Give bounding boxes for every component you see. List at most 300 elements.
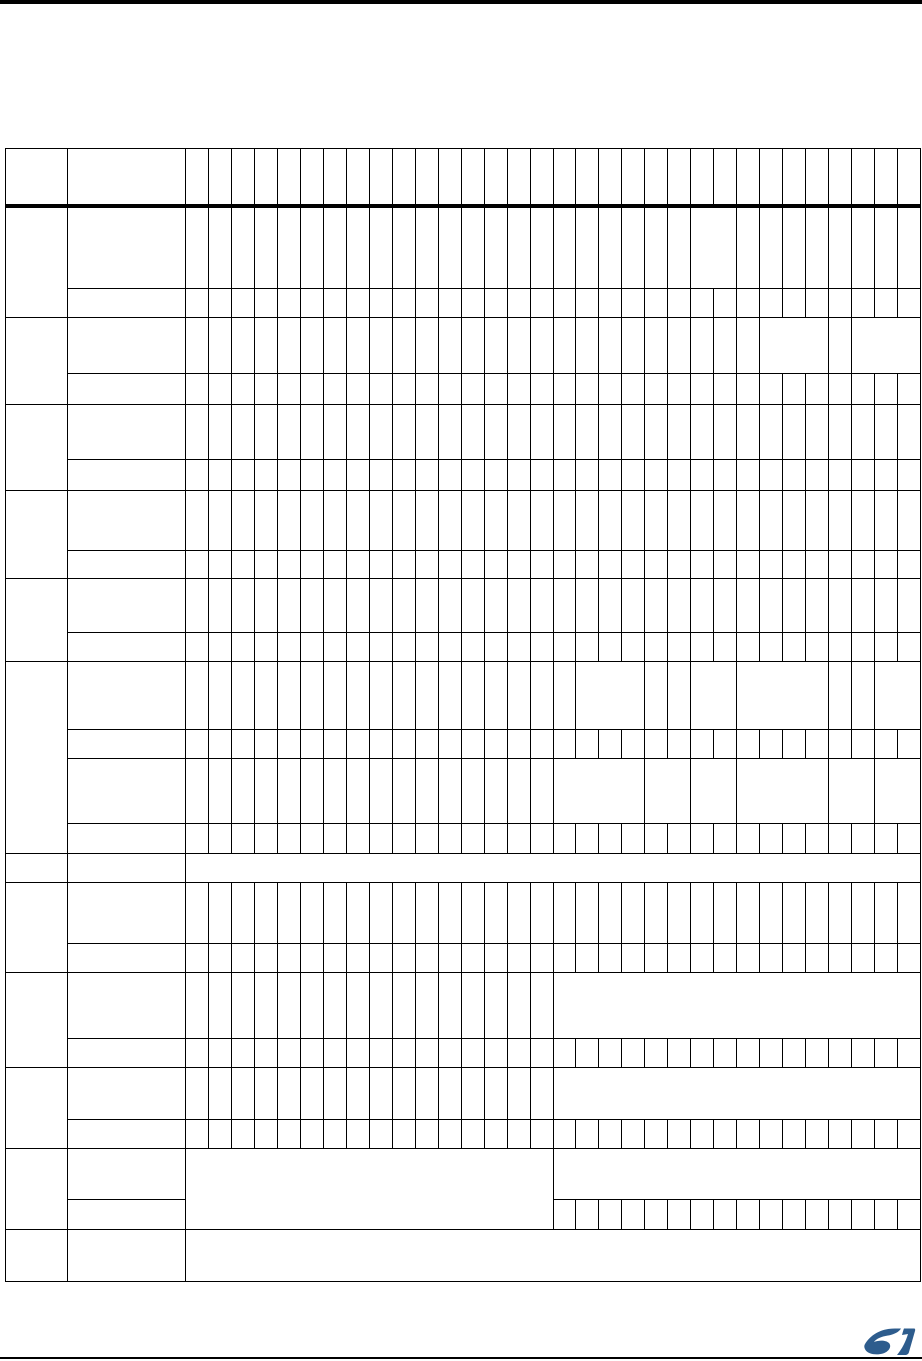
- data-cell: [277, 289, 300, 318]
- data-cell: [254, 318, 277, 374]
- data-cell: [691, 944, 714, 973]
- data-cell: [691, 1039, 714, 1068]
- data-cell: [369, 1068, 392, 1120]
- data-cell: [668, 1039, 691, 1068]
- data-cell: [415, 374, 438, 405]
- data-cell: [852, 491, 875, 551]
- data-cell: [622, 491, 645, 551]
- data-cell: [208, 633, 231, 662]
- data-cell: [254, 633, 277, 662]
- data-cell: [369, 824, 392, 854]
- data-cell: [714, 1120, 737, 1149]
- data-cell: [852, 1120, 875, 1149]
- data-cell: [599, 824, 622, 854]
- data-cell: [392, 491, 415, 551]
- data-cell: [484, 883, 507, 944]
- data-cell: [668, 318, 691, 374]
- data-cell: [208, 289, 231, 318]
- data-cell: [484, 1039, 507, 1068]
- data-cell: [645, 944, 668, 973]
- data-cell: [668, 883, 691, 944]
- data-cell: [898, 883, 921, 944]
- data-cell: [208, 1120, 231, 1149]
- data-cell: [277, 730, 300, 759]
- data-cell: [323, 883, 346, 944]
- data-cell: [507, 149, 530, 206]
- data-cell: [461, 374, 484, 405]
- data-cell: [668, 1120, 691, 1149]
- row-divider-row: [6, 854, 921, 883]
- data-cell: [507, 374, 530, 405]
- data-cell: [415, 405, 438, 460]
- data-cell: [277, 579, 300, 633]
- data-cell: [668, 374, 691, 405]
- data-cell: [760, 883, 783, 944]
- data-cell: [875, 1120, 898, 1149]
- data-cell: [277, 318, 300, 374]
- data-cell: [875, 633, 898, 662]
- data-cell: [599, 1200, 622, 1230]
- data-cell: [829, 206, 852, 289]
- data-cell: [691, 318, 714, 374]
- data-cell: [186, 1068, 209, 1120]
- data-cell: [392, 662, 415, 730]
- data-cell: [507, 633, 530, 662]
- data-cell: [645, 289, 668, 318]
- data-cell: [461, 551, 484, 579]
- data-cell: [691, 149, 714, 206]
- data-cell: [599, 633, 622, 662]
- data-cell: [599, 1039, 622, 1068]
- data-cell: [783, 579, 806, 633]
- data-cell: [668, 289, 691, 318]
- data-cell: [392, 149, 415, 206]
- data-cell: [461, 973, 484, 1039]
- row-group6-main-b: [6, 759, 921, 824]
- data-cell: [645, 1120, 668, 1149]
- data-cell: [484, 374, 507, 405]
- data-cell: [553, 579, 576, 633]
- data-cell: [852, 579, 875, 633]
- group-label-cell: [6, 883, 68, 973]
- data-cell: [392, 730, 415, 759]
- data-cell: [852, 730, 875, 759]
- sub-label-cell: [68, 1068, 186, 1120]
- data-cell: [438, 883, 461, 944]
- data-cell: [323, 491, 346, 551]
- data-cell: [898, 551, 921, 579]
- data-cell: [438, 824, 461, 854]
- data-cell: [231, 1039, 254, 1068]
- data-cell: [622, 1120, 645, 1149]
- data-cell: [231, 289, 254, 318]
- data-cell: [530, 206, 553, 289]
- data-cell: [622, 633, 645, 662]
- data-cell: [415, 551, 438, 579]
- data-cell: [668, 1200, 691, 1230]
- data-cell: [530, 1120, 553, 1149]
- data-cell: [254, 883, 277, 944]
- data-cell: [461, 1120, 484, 1149]
- row-group6-sub-b: [6, 824, 921, 854]
- data-cell: [875, 579, 898, 633]
- row-group5-sub: [6, 633, 921, 662]
- data-cell: [392, 405, 415, 460]
- data-cell: [484, 944, 507, 973]
- data-cell: [254, 730, 277, 759]
- data-cell: [691, 883, 714, 944]
- data-cell: [438, 1039, 461, 1068]
- data-cell: [829, 944, 852, 973]
- row-group5-main: [6, 579, 921, 633]
- data-cell: [829, 883, 852, 944]
- data-cell: [415, 824, 438, 854]
- data-cell: [323, 1120, 346, 1149]
- data-cell: [668, 491, 691, 551]
- data-cell: [852, 944, 875, 973]
- data-cell: [714, 374, 737, 405]
- data-cell: [438, 662, 461, 730]
- data-cell: [392, 551, 415, 579]
- data-cell: [760, 633, 783, 662]
- data-cell: [576, 206, 599, 289]
- data-cell: [898, 730, 921, 759]
- data-cell: [484, 460, 507, 491]
- data-cell: [323, 759, 346, 824]
- data-cell: [277, 662, 300, 730]
- data-cell: [783, 405, 806, 460]
- data-cell: [852, 405, 875, 460]
- row-footer-row: [6, 1230, 921, 1282]
- sub-label-cell: [68, 318, 186, 374]
- data-cell: [530, 1039, 553, 1068]
- sub-label-cell: [68, 289, 186, 318]
- data-cell: [760, 491, 783, 551]
- data-cell: [392, 759, 415, 824]
- data-cell: [530, 824, 553, 854]
- data-cell: [484, 1120, 507, 1149]
- data-cell: [599, 149, 622, 206]
- data-cell: [599, 405, 622, 460]
- data-cell: [553, 883, 576, 944]
- data-cell: [254, 551, 277, 579]
- data-cell: [691, 1200, 714, 1230]
- data-cell: [461, 318, 484, 374]
- data-cell: [369, 759, 392, 824]
- data-cell: [576, 579, 599, 633]
- data-cell: [346, 1068, 369, 1120]
- data-cell: [461, 759, 484, 824]
- data-cell: [530, 460, 553, 491]
- data-cell: [714, 551, 737, 579]
- data-cell: [186, 149, 209, 206]
- data-cell: [668, 730, 691, 759]
- data-cell: [829, 662, 852, 730]
- row-group6-sub-a: [6, 730, 921, 759]
- data-cell: [576, 405, 599, 460]
- data-cell: [576, 633, 599, 662]
- data-cell: [186, 289, 209, 318]
- sub-label-cell: [68, 1200, 186, 1230]
- sub-label-cell: [68, 149, 186, 206]
- data-cell: [323, 662, 346, 730]
- data-cell: [392, 460, 415, 491]
- merged-data-cell: [186, 854, 921, 883]
- data-cell: [438, 944, 461, 973]
- data-cell: [668, 662, 691, 730]
- data-cell: [277, 491, 300, 551]
- data-cell: [415, 1068, 438, 1120]
- data-cell: [645, 149, 668, 206]
- row-group10-main: [6, 1149, 921, 1200]
- data-cell: [208, 730, 231, 759]
- data-cell: [277, 374, 300, 405]
- data-cell: [530, 662, 553, 730]
- data-cell: [507, 460, 530, 491]
- data-cell: [829, 149, 852, 206]
- data-cell: [829, 491, 852, 551]
- data-cell: [186, 206, 209, 289]
- data-cell: [415, 1120, 438, 1149]
- data-cell: [645, 883, 668, 944]
- data-cell: [737, 730, 760, 759]
- group-label-cell: [6, 405, 68, 491]
- data-cell: [277, 149, 300, 206]
- sub-label-cell: [68, 1120, 186, 1149]
- data-cell: [186, 491, 209, 551]
- data-cell: [806, 491, 829, 551]
- data-cell: [254, 460, 277, 491]
- sub-label-cell: [68, 973, 186, 1039]
- sub-label-cell: [68, 730, 186, 759]
- data-cell: [875, 1200, 898, 1230]
- data-cell: [875, 374, 898, 405]
- data-cell: [438, 374, 461, 405]
- data-cell: [484, 579, 507, 633]
- data-cell: [530, 944, 553, 973]
- data-cell: [254, 973, 277, 1039]
- data-cell: [783, 206, 806, 289]
- sub-label-cell: [68, 1039, 186, 1068]
- merged-data-cell: [645, 759, 691, 824]
- data-cell: [691, 579, 714, 633]
- data-cell: [691, 730, 714, 759]
- data-cell: [576, 460, 599, 491]
- data-cell: [369, 662, 392, 730]
- data-cell: [484, 551, 507, 579]
- data-cell: [231, 374, 254, 405]
- data-cell: [323, 318, 346, 374]
- data-cell: [530, 973, 553, 1039]
- data-cell: [553, 944, 576, 973]
- data-cell: [507, 1068, 530, 1120]
- data-cell: [346, 405, 369, 460]
- group-label-cell: [6, 149, 68, 206]
- data-cell: [829, 579, 852, 633]
- data-cell: [576, 551, 599, 579]
- data-cell: [208, 318, 231, 374]
- data-cell: [875, 289, 898, 318]
- data-cell: [254, 1120, 277, 1149]
- data-cell: [668, 405, 691, 460]
- data-cell: [369, 491, 392, 551]
- data-cell: [783, 1039, 806, 1068]
- data-cell: [392, 374, 415, 405]
- sub-label-cell: [68, 883, 186, 944]
- data-cell: [783, 149, 806, 206]
- data-cell: [231, 1120, 254, 1149]
- data-cell: [875, 730, 898, 759]
- data-cell: [300, 579, 323, 633]
- data-cell: [530, 318, 553, 374]
- data-cell: [438, 491, 461, 551]
- data-cell: [300, 633, 323, 662]
- data-cell: [737, 883, 760, 944]
- data-cell: [898, 1200, 921, 1230]
- data-cell: [254, 662, 277, 730]
- data-cell: [714, 730, 737, 759]
- data-cell: [783, 730, 806, 759]
- data-cell: [507, 662, 530, 730]
- data-cell: [346, 579, 369, 633]
- data-cell: [691, 551, 714, 579]
- group-label-cell: [6, 318, 68, 405]
- data-cell: [645, 730, 668, 759]
- data-cell: [507, 1120, 530, 1149]
- data-cell: [277, 206, 300, 289]
- data-cell: [346, 289, 369, 318]
- st-logo-t: [897, 1329, 915, 1356]
- data-cell: [300, 460, 323, 491]
- data-cell: [300, 973, 323, 1039]
- data-cell: [760, 149, 783, 206]
- data-cell: [783, 1200, 806, 1230]
- data-cell: [622, 944, 645, 973]
- data-cell: [714, 460, 737, 491]
- data-cell: [875, 149, 898, 206]
- data-cell: [829, 1200, 852, 1230]
- row-group8-sub: [6, 1039, 921, 1068]
- data-cell: [208, 149, 231, 206]
- data-cell: [737, 551, 760, 579]
- data-cell: [277, 633, 300, 662]
- data-cell: [208, 405, 231, 460]
- data-cell: [829, 289, 852, 318]
- data-cell: [875, 405, 898, 460]
- data-cell: [438, 730, 461, 759]
- data-cell: [323, 633, 346, 662]
- data-cell: [392, 944, 415, 973]
- group-label-cell: [6, 1068, 68, 1149]
- data-cell: [254, 289, 277, 318]
- data-cell: [852, 149, 875, 206]
- data-cell: [599, 206, 622, 289]
- row-group9-sub: [6, 1120, 921, 1149]
- data-cell: [645, 1039, 668, 1068]
- data-cell: [507, 579, 530, 633]
- sub-label-cell: [68, 633, 186, 662]
- data-cell: [875, 883, 898, 944]
- data-cell: [553, 289, 576, 318]
- data-cell: [369, 633, 392, 662]
- data-cell: [254, 759, 277, 824]
- data-cell: [507, 551, 530, 579]
- data-cell: [346, 551, 369, 579]
- data-cell: [461, 149, 484, 206]
- data-cell: [599, 318, 622, 374]
- data-cell: [231, 633, 254, 662]
- data-cell: [829, 633, 852, 662]
- data-cell: [277, 883, 300, 944]
- data-cell: [645, 206, 668, 289]
- data-cell: [231, 944, 254, 973]
- data-cell: [323, 730, 346, 759]
- data-cell: [484, 1068, 507, 1120]
- data-cell: [737, 289, 760, 318]
- data-cell: [323, 1068, 346, 1120]
- data-cell: [622, 1200, 645, 1230]
- data-cell: [415, 662, 438, 730]
- data-cell: [323, 149, 346, 206]
- data-cell: [737, 460, 760, 491]
- data-cell: [415, 579, 438, 633]
- data-cell: [530, 374, 553, 405]
- data-cell: [186, 318, 209, 374]
- data-cell: [346, 662, 369, 730]
- data-cell: [392, 1120, 415, 1149]
- data-cell: [875, 944, 898, 973]
- data-cell: [898, 206, 921, 289]
- data-cell: [461, 405, 484, 460]
- data-cell: [208, 883, 231, 944]
- data-cell: [438, 289, 461, 318]
- data-cell: [622, 206, 645, 289]
- data-cell: [599, 551, 622, 579]
- data-cell: [760, 730, 783, 759]
- data-cell: [208, 491, 231, 551]
- data-cell: [829, 460, 852, 491]
- data-cell: [254, 149, 277, 206]
- data-cell: [645, 318, 668, 374]
- data-cell: [461, 289, 484, 318]
- data-cell: [415, 759, 438, 824]
- data-cell: [208, 944, 231, 973]
- data-cell: [714, 491, 737, 551]
- data-cell: [576, 374, 599, 405]
- data-cell: [254, 206, 277, 289]
- data-cell: [760, 289, 783, 318]
- data-cell: [898, 405, 921, 460]
- data-cell: [852, 551, 875, 579]
- merged-data-cell: [691, 662, 737, 730]
- data-cell: [231, 460, 254, 491]
- group-label-cell: [6, 662, 68, 854]
- data-cell: [208, 374, 231, 405]
- data-cell: [806, 460, 829, 491]
- sub-label-cell: [68, 491, 186, 551]
- data-cell: [553, 730, 576, 759]
- data-cell: [231, 318, 254, 374]
- data-cell: [186, 1120, 209, 1149]
- data-cell: [277, 824, 300, 854]
- group-label-cell: [6, 579, 68, 662]
- data-cell: [783, 633, 806, 662]
- data-cell: [346, 206, 369, 289]
- data-cell: [645, 374, 668, 405]
- data-cell: [760, 1120, 783, 1149]
- data-cell: [300, 883, 323, 944]
- data-cell: [369, 973, 392, 1039]
